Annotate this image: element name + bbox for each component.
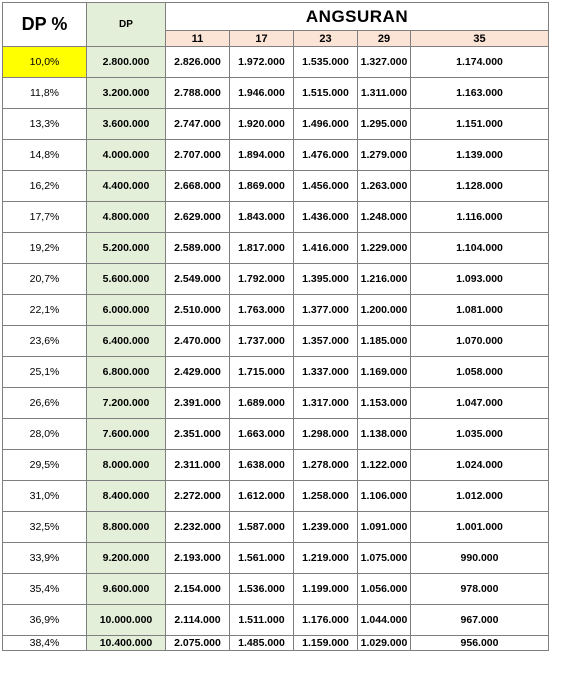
installment-cell-35: 978.000 (411, 574, 549, 605)
installment-cell-17: 1.869.000 (230, 171, 294, 202)
installment-cell-11: 2.589.000 (166, 233, 230, 264)
installment-cell-35: 1.093.000 (411, 264, 549, 295)
table-row (3, 109, 549, 140)
dp-percent-cell: 16,2% (3, 171, 87, 202)
installment-cell-35: 1.116.000 (411, 202, 549, 233)
installment-cell-11: 2.629.000 (166, 202, 230, 233)
installment-cell-11: 2.193.000 (166, 543, 230, 574)
installment-cell-23: 1.515.000 (294, 78, 358, 109)
installment-cell-11: 2.510.000 (166, 295, 230, 326)
dp-percent-cell: 31,0% (3, 481, 87, 512)
installment-cell-29: 1.185.000 (358, 326, 411, 357)
installment-cell-11: 2.747.000 (166, 109, 230, 140)
installment-cell-23: 1.199.000 (294, 574, 358, 605)
installment-cell-29: 1.044.000 (358, 605, 411, 636)
installment-cell-23: 1.239.000 (294, 512, 358, 543)
installment-cell-17: 1.763.000 (230, 295, 294, 326)
installment-table (2, 2, 549, 651)
installment-cell-11: 2.707.000 (166, 140, 230, 171)
tenor-header-23: 23 (294, 31, 358, 47)
installment-cell-29: 1.056.000 (358, 574, 411, 605)
installment-cell-29: 1.229.000 (358, 233, 411, 264)
installment-cell-35: 1.035.000 (411, 419, 549, 450)
dp-amount-cell: 8.400.000 (87, 481, 166, 512)
dp-percent-cell: 25,1% (3, 357, 87, 388)
installment-cell-11: 2.232.000 (166, 512, 230, 543)
dp-percent-cell: 38,4% (3, 636, 87, 651)
tenor-header-17: 17 (230, 31, 294, 47)
installment-cell-11: 2.668.000 (166, 171, 230, 202)
dp-amount-cell: 3.600.000 (87, 109, 166, 140)
installment-cell-17: 1.485.000 (230, 636, 294, 651)
table-row (3, 233, 549, 264)
installment-cell-11: 2.549.000 (166, 264, 230, 295)
table-row (3, 636, 549, 651)
angsuran-header: ANGSURAN (166, 3, 549, 31)
dp-amount-cell: 5.600.000 (87, 264, 166, 295)
installment-cell-35: 1.012.000 (411, 481, 549, 512)
table-row (3, 450, 549, 481)
table-header (3, 3, 549, 47)
dp-amount-cell: 8.000.000 (87, 450, 166, 481)
dp-percent-cell: 11,8% (3, 78, 87, 109)
dp-amount-cell: 7.600.000 (87, 419, 166, 450)
installment-cell-35: 1.070.000 (411, 326, 549, 357)
tenor-header-11: 11 (166, 31, 230, 47)
installment-cell-35: 1.024.000 (411, 450, 549, 481)
tenor-header-35: 35 (411, 31, 549, 47)
installment-cell-17: 1.536.000 (230, 574, 294, 605)
installment-cell-35: 1.151.000 (411, 109, 549, 140)
installment-cell-17: 1.638.000 (230, 450, 294, 481)
dp-amount-cell: 6.000.000 (87, 295, 166, 326)
installment-cell-11: 2.272.000 (166, 481, 230, 512)
installment-cell-17: 1.894.000 (230, 140, 294, 171)
dp-amount-cell: 10.400.000 (87, 636, 166, 651)
installment-cell-23: 1.159.000 (294, 636, 358, 651)
installment-cell-29: 1.153.000 (358, 388, 411, 419)
table-body (3, 47, 549, 651)
dp-percent-cell: 17,7% (3, 202, 87, 233)
installment-cell-17: 1.511.000 (230, 605, 294, 636)
installment-cell-29: 1.075.000 (358, 543, 411, 574)
installment-cell-29: 1.295.000 (358, 109, 411, 140)
installment-cell-23: 1.357.000 (294, 326, 358, 357)
dp-percent-cell: 14,8% (3, 140, 87, 171)
installment-cell-17: 1.843.000 (230, 202, 294, 233)
table-row (3, 388, 549, 419)
installment-cell-35: 1.139.000 (411, 140, 549, 171)
dp-amount-cell: 4.400.000 (87, 171, 166, 202)
installment-cell-23: 1.377.000 (294, 295, 358, 326)
table-row (3, 543, 549, 574)
dp-amount-cell: 6.400.000 (87, 326, 166, 357)
installment-cell-29: 1.279.000 (358, 140, 411, 171)
installment-cell-23: 1.176.000 (294, 605, 358, 636)
dp-percent-cell: 29,5% (3, 450, 87, 481)
dp-percent-cell: 35,4% (3, 574, 87, 605)
installment-cell-23: 1.337.000 (294, 357, 358, 388)
dp-amount-cell: 4.000.000 (87, 140, 166, 171)
dp-percent-cell: 22,1% (3, 295, 87, 326)
installment-cell-23: 1.456.000 (294, 171, 358, 202)
installment-table-container (2, 2, 549, 651)
installment-cell-29: 1.311.000 (358, 78, 411, 109)
table-row (3, 481, 549, 512)
installment-cell-35: 1.047.000 (411, 388, 549, 419)
dp-amount-cell: 5.200.000 (87, 233, 166, 264)
dp-percent-cell: 28,0% (3, 419, 87, 450)
installment-cell-17: 1.737.000 (230, 326, 294, 357)
table-row (3, 295, 549, 326)
dp-amount-cell: 2.800.000 (87, 47, 166, 78)
dp-amount-cell: 9.600.000 (87, 574, 166, 605)
installment-cell-35: 1.128.000 (411, 171, 549, 202)
installment-cell-35: 1.058.000 (411, 357, 549, 388)
dp-header: DP (87, 3, 166, 47)
table-row (3, 357, 549, 388)
table-row (3, 326, 549, 357)
installment-cell-29: 1.106.000 (358, 481, 411, 512)
dp-percent-cell: 33,9% (3, 543, 87, 574)
installment-cell-35: 956.000 (411, 636, 549, 651)
dp-percent-cell: 36,9% (3, 605, 87, 636)
installment-cell-29: 1.122.000 (358, 450, 411, 481)
dp-amount-cell: 4.800.000 (87, 202, 166, 233)
dp-percent-cell: 10,0% (3, 47, 87, 78)
installment-cell-11: 2.311.000 (166, 450, 230, 481)
installment-cell-23: 1.476.000 (294, 140, 358, 171)
installment-cell-17: 1.587.000 (230, 512, 294, 543)
installment-cell-11: 2.075.000 (166, 636, 230, 651)
installment-cell-23: 1.535.000 (294, 47, 358, 78)
installment-cell-17: 1.689.000 (230, 388, 294, 419)
installment-cell-17: 1.612.000 (230, 481, 294, 512)
installment-cell-35: 990.000 (411, 543, 549, 574)
dp-percent-cell: 32,5% (3, 512, 87, 543)
table-row (3, 140, 549, 171)
installment-cell-17: 1.972.000 (230, 47, 294, 78)
installment-cell-23: 1.416.000 (294, 233, 358, 264)
dp-amount-cell: 9.200.000 (87, 543, 166, 574)
installment-cell-35: 1.174.000 (411, 47, 549, 78)
table-row (3, 574, 549, 605)
installment-cell-11: 2.391.000 (166, 388, 230, 419)
tenor-header-29: 29 (358, 31, 411, 47)
installment-cell-29: 1.138.000 (358, 419, 411, 450)
installment-cell-11: 2.114.000 (166, 605, 230, 636)
installment-cell-17: 1.920.000 (230, 109, 294, 140)
installment-cell-23: 1.258.000 (294, 481, 358, 512)
table-row (3, 171, 549, 202)
installment-cell-23: 1.496.000 (294, 109, 358, 140)
table-row (3, 78, 549, 109)
table-row (3, 605, 549, 636)
installment-cell-11: 2.788.000 (166, 78, 230, 109)
installment-cell-35: 1.104.000 (411, 233, 549, 264)
table-row (3, 202, 549, 233)
table-row (3, 264, 549, 295)
installment-cell-35: 1.081.000 (411, 295, 549, 326)
installment-cell-29: 1.216.000 (358, 264, 411, 295)
dp-percent-cell: 20,7% (3, 264, 87, 295)
table-row (3, 419, 549, 450)
dp-percent-cell: 26,6% (3, 388, 87, 419)
installment-cell-23: 1.317.000 (294, 388, 358, 419)
dp-amount-cell: 10.000.000 (87, 605, 166, 636)
installment-cell-23: 1.395.000 (294, 264, 358, 295)
installment-cell-29: 1.169.000 (358, 357, 411, 388)
dp-percent-header: DP % (3, 3, 87, 47)
installment-cell-35: 1.163.000 (411, 78, 549, 109)
table-row (3, 47, 549, 78)
dp-percent-cell: 13,3% (3, 109, 87, 140)
installment-cell-35: 967.000 (411, 605, 549, 636)
installment-cell-17: 1.792.000 (230, 264, 294, 295)
installment-cell-17: 1.663.000 (230, 419, 294, 450)
dp-percent-cell: 19,2% (3, 233, 87, 264)
installment-cell-17: 1.561.000 (230, 543, 294, 574)
installment-cell-29: 1.091.000 (358, 512, 411, 543)
installment-cell-29: 1.200.000 (358, 295, 411, 326)
installment-cell-11: 2.826.000 (166, 47, 230, 78)
installment-cell-17: 1.946.000 (230, 78, 294, 109)
installment-cell-11: 2.429.000 (166, 357, 230, 388)
installment-cell-23: 1.219.000 (294, 543, 358, 574)
dp-amount-cell: 7.200.000 (87, 388, 166, 419)
installment-cell-35: 1.001.000 (411, 512, 549, 543)
dp-amount-cell: 6.800.000 (87, 357, 166, 388)
dp-percent-cell: 23,6% (3, 326, 87, 357)
installment-cell-29: 1.327.000 (358, 47, 411, 78)
dp-amount-cell: 8.800.000 (87, 512, 166, 543)
installment-cell-11: 2.470.000 (166, 326, 230, 357)
installment-cell-17: 1.715.000 (230, 357, 294, 388)
table-row (3, 512, 549, 543)
installment-cell-29: 1.263.000 (358, 171, 411, 202)
installment-cell-29: 1.248.000 (358, 202, 411, 233)
installment-cell-23: 1.298.000 (294, 419, 358, 450)
installment-cell-11: 2.154.000 (166, 574, 230, 605)
installment-cell-11: 2.351.000 (166, 419, 230, 450)
installment-cell-23: 1.278.000 (294, 450, 358, 481)
installment-cell-23: 1.436.000 (294, 202, 358, 233)
installment-cell-17: 1.817.000 (230, 233, 294, 264)
dp-amount-cell: 3.200.000 (87, 78, 166, 109)
installment-cell-29: 1.029.000 (358, 636, 411, 651)
